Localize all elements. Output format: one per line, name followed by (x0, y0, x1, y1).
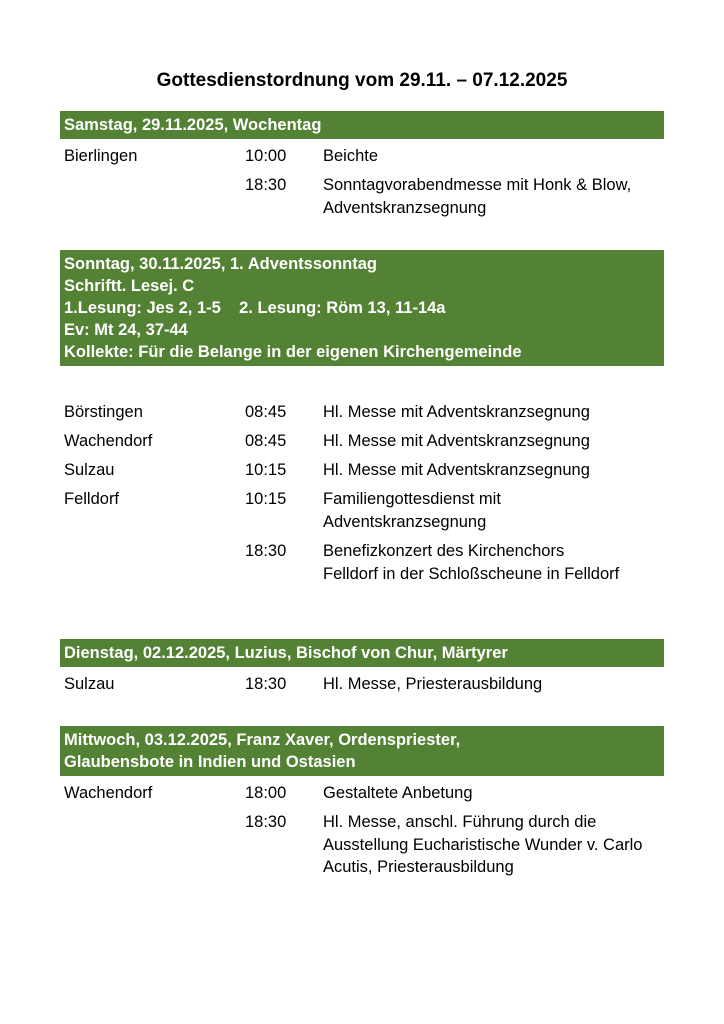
service-description: Familiengottesdienst mit Adventskranzsegnung (323, 490, 501, 531)
service-time: 10:15 (245, 461, 287, 479)
service-time: 18:30 (245, 813, 287, 831)
service-description: Hl. Messe mit Adventskranzsegnung (323, 432, 590, 450)
service-location: Felldorf (64, 490, 120, 508)
service-location: Wachendorf (64, 432, 153, 450)
service-description: Hl. Messe, Priesterausbildung (323, 675, 543, 693)
service-description: Gestaltete Anbetung (323, 784, 473, 802)
day-header-line: Kollekte: Für die Belange in der eigenen Kirchengemeinde (64, 343, 522, 361)
service-location: Sulzau (64, 461, 115, 479)
day-header-line: Ev: Mt 24, 37-44 (64, 321, 188, 339)
service-description: Benefizkonzert des Kirchenchors Felldorf in der Schloßscheune in Felldorf (323, 542, 620, 583)
day-header-line: Glaubensbote in Indien und Ostasien (64, 753, 356, 771)
service-time: 10:15 (245, 490, 287, 508)
day-header-line: 1.Lesung: Jes 2, 1-5 2. Lesung: Röm 13, 11-14a (64, 299, 446, 317)
day-header-dienstag (60, 639, 664, 667)
service-time: 18:30 (245, 176, 287, 194)
day-header-sonntag (60, 250, 664, 366)
service-description: Hl. Messe mit Adventskranzsegnung (323, 461, 590, 479)
day-header-samstag (60, 111, 664, 139)
day-header-line: Dienstag, 02.12.2025, Luzius, Bischof von Chur, Märtyrer (64, 644, 508, 662)
service-description: Beichte (323, 147, 379, 165)
service-time: 08:45 (245, 432, 287, 450)
service-location: Bierlingen (64, 147, 138, 165)
service-location: Börstingen (64, 403, 143, 421)
service-time: 08:45 (245, 403, 287, 421)
service-description: Hl. Messe mit Adventskranzsegnung (323, 403, 590, 421)
day-header-line: Schriftt. Lesej. C (64, 277, 195, 295)
page-title: Gottesdienstordnung vom 29.11. – 07.12.2025 (156, 70, 568, 91)
service-time: 10:00 (245, 147, 287, 165)
service-time: 18:30 (245, 675, 287, 693)
day-header-line: Mittwoch, 03.12.2025, Franz Xaver, Ordenspriester, (64, 731, 461, 749)
day-header-line: Samstag, 29.11.2025, Wochentag (64, 116, 322, 134)
service-description: Hl. Messe, anschl. Führung durch die Ausstellung Eucharistische Wunder v. Carlo Acutis, Priesterausbildung (323, 813, 643, 876)
day-header-mittwoch (60, 726, 664, 776)
service-location: Wachendorf (64, 784, 153, 802)
service-description: Sonntagvorabendmesse mit Honk & Blow, Adventskranzsegnung (323, 176, 632, 217)
service-location: Sulzau (64, 675, 115, 693)
day-header-line: Sonntag, 30.11.2025, 1. Adventssonntag (64, 255, 377, 273)
service-time: 18:00 (245, 784, 287, 802)
service-time: 18:30 (245, 542, 287, 560)
